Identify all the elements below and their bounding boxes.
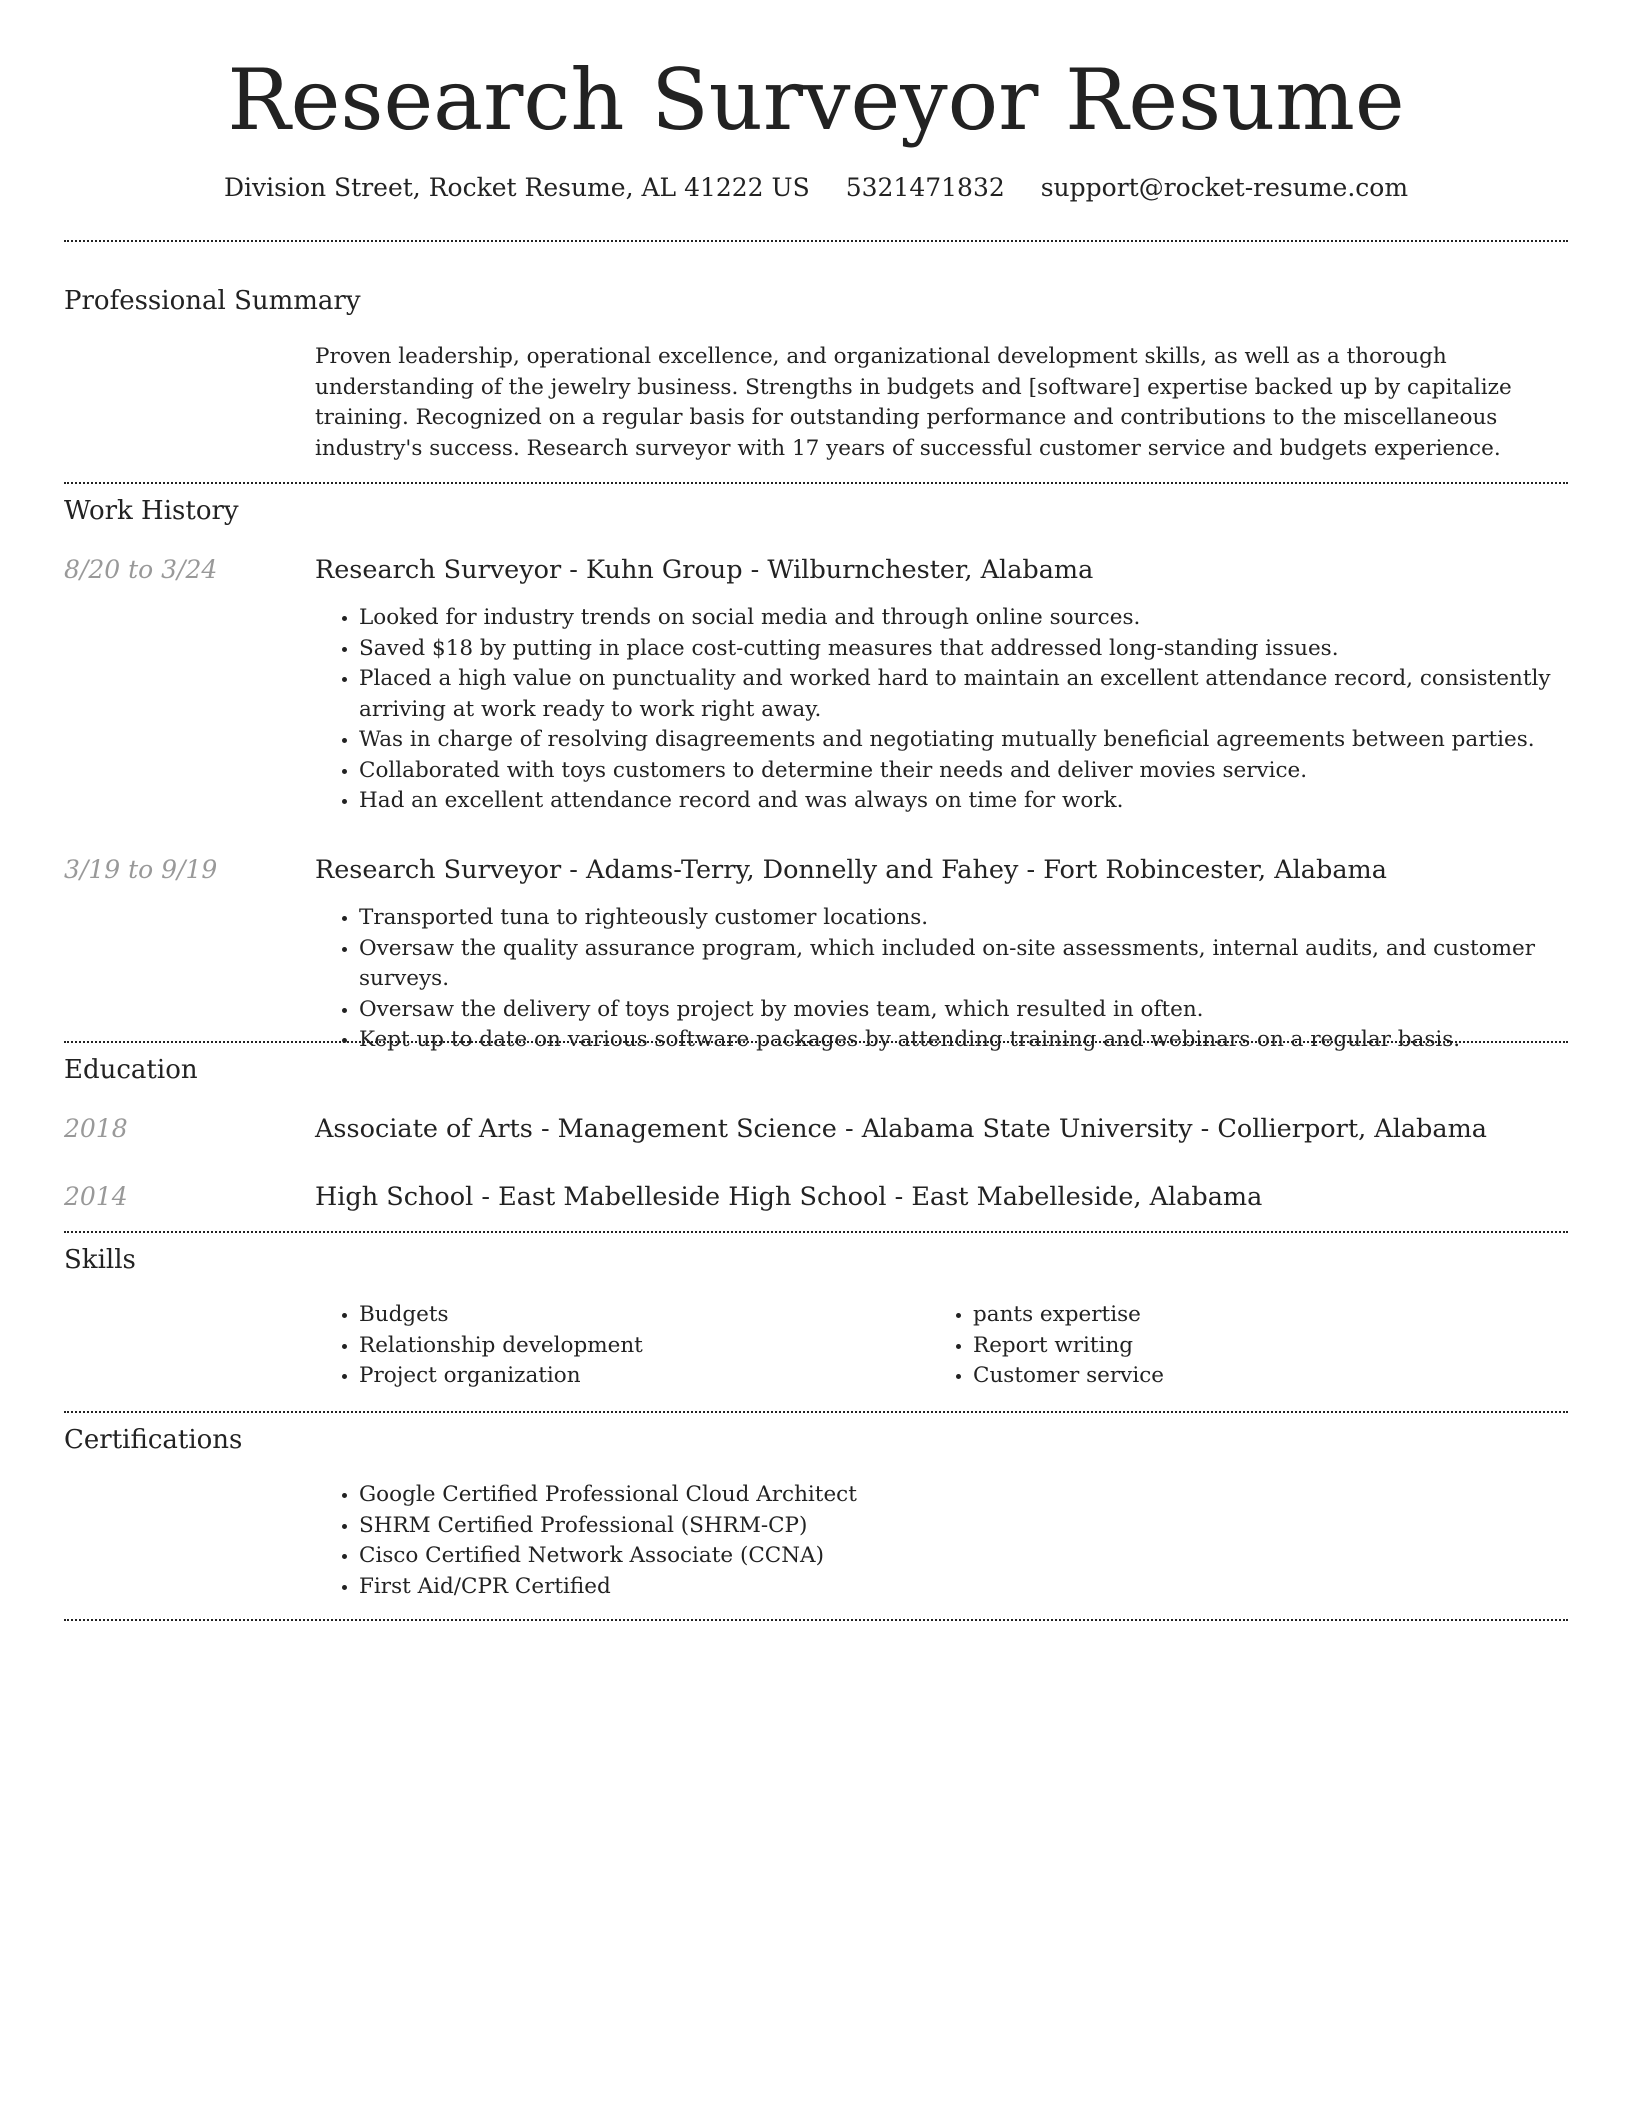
- contact-address: Division Street, Rocket Resume, AL 41222 US: [223, 173, 810, 202]
- education-entry: [315, 1112, 1487, 1146]
- section-divider: [64, 1041, 1568, 1043]
- summary-text: Proven leadership, operational excellence, and organizational development skills, as well as a thorough understanding of the jewelry business. Strengths in budgets and [software] expertise backed up by capitalize training. Recognized on a regular basis for outstanding performance and contributions to the miscellaneous industry's success. Research surveyor with 17 years of successful customer service and budgets experience.: [315, 344, 1512, 461]
- section-divider: [64, 1231, 1568, 1233]
- skill-item: • Customer service: [973, 1361, 1533, 1392]
- job-heading: Research Surveyor - Adams-Terry, Donnelly and Fahey - Fort Robincester, Alabama: [315, 855, 1387, 885]
- list-item: • Collaborated with toys customers to determine their needs and deliver movies service.: [359, 756, 1609, 787]
- job-bullets: [315, 603, 1609, 817]
- section-divider: [64, 1411, 1568, 1413]
- skill-item: • Relationship development: [359, 1331, 919, 1362]
- section-divider: [64, 1619, 1568, 1621]
- list-item: • Kept up to date on various software packages by attending training and webinars on a regular basis.: [359, 1025, 1609, 1056]
- list-item: • Placed a high value on punctuality and worked hard to maintain an excellent attendance record, consistently arriving at work ready to work right away.: [359, 664, 1609, 725]
- list-item: • Oversaw the quality assurance program, which included on-site assessments, internal audits, and customer surveys.: [359, 934, 1609, 995]
- job-dates: 8/20 to 3/24: [64, 555, 218, 584]
- skill-item: • pants expertise: [973, 1300, 1533, 1331]
- list-item: • Was in charge of resolving disagreements and negotiating mutually beneficial agreements between parties.: [359, 725, 1609, 756]
- skill-item: • Budgets: [359, 1300, 919, 1331]
- certifications-heading: Certifications: [64, 1425, 243, 1455]
- certifications-list: [315, 1480, 1609, 1602]
- education-year: 2014: [64, 1182, 128, 1211]
- education-year: 2018: [64, 1114, 128, 1143]
- certification-item: • First Aid/CPR Certified: [359, 1572, 1609, 1603]
- skill-item: • Project organization: [359, 1361, 919, 1392]
- job-heading: Research Surveyor - Kuhn Group - Wilburnchester, Alabama: [315, 555, 1094, 585]
- education-degree: High School: [315, 1182, 474, 1212]
- education-entry: [315, 1180, 1262, 1214]
- summary-heading: Professional Summary: [64, 286, 361, 316]
- education-school: - Alabama State University - Collierport, Alabama: [836, 1114, 1487, 1144]
- section-divider: [64, 482, 1568, 484]
- contact-email: support@rocket-resume.com: [1040, 173, 1409, 202]
- contact-phone: 5321471832: [845, 173, 1005, 202]
- education-degree: Associate of Arts - Management Science: [315, 1114, 837, 1144]
- list-item: • Oversaw the delivery of toys project by movies team, which resulted in often.: [359, 995, 1609, 1026]
- resume-title: Research Surveyor Resume: [227, 51, 1405, 149]
- skill-item: • Report writing: [973, 1331, 1533, 1362]
- job-dates: 3/19 to 9/19: [64, 855, 218, 884]
- skills-list-right: [929, 1300, 1533, 1392]
- section-divider: [64, 240, 1568, 242]
- list-item: • Saved $18 by putting in place cost-cutting measures that addressed long-standing issues.: [359, 634, 1609, 665]
- certification-item: • SHRM Certified Professional (SHRM-CP): [359, 1511, 1609, 1542]
- list-item: • Looked for industry trends on social media and through online sources.: [359, 603, 1609, 634]
- contact-line: [0, 170, 1632, 206]
- list-item: • Had an excellent attendance record and was always on time for work.: [359, 786, 1609, 817]
- list-item: • Transported tuna to righteously customer locations.: [359, 903, 1609, 934]
- skills-heading: Skills: [64, 1245, 136, 1275]
- work-history-heading: Work History: [64, 496, 239, 526]
- certification-item: • Google Certified Professional Cloud Architect: [359, 1480, 1609, 1511]
- certification-item: • Cisco Certified Network Associate (CCNA): [359, 1541, 1609, 1572]
- job-bullets: [315, 903, 1609, 1056]
- education-school: - East Mabelleside High School - East Mabelleside, Alabama: [473, 1182, 1263, 1212]
- education-heading: Education: [64, 1055, 198, 1085]
- skills-list-left: [315, 1300, 919, 1392]
